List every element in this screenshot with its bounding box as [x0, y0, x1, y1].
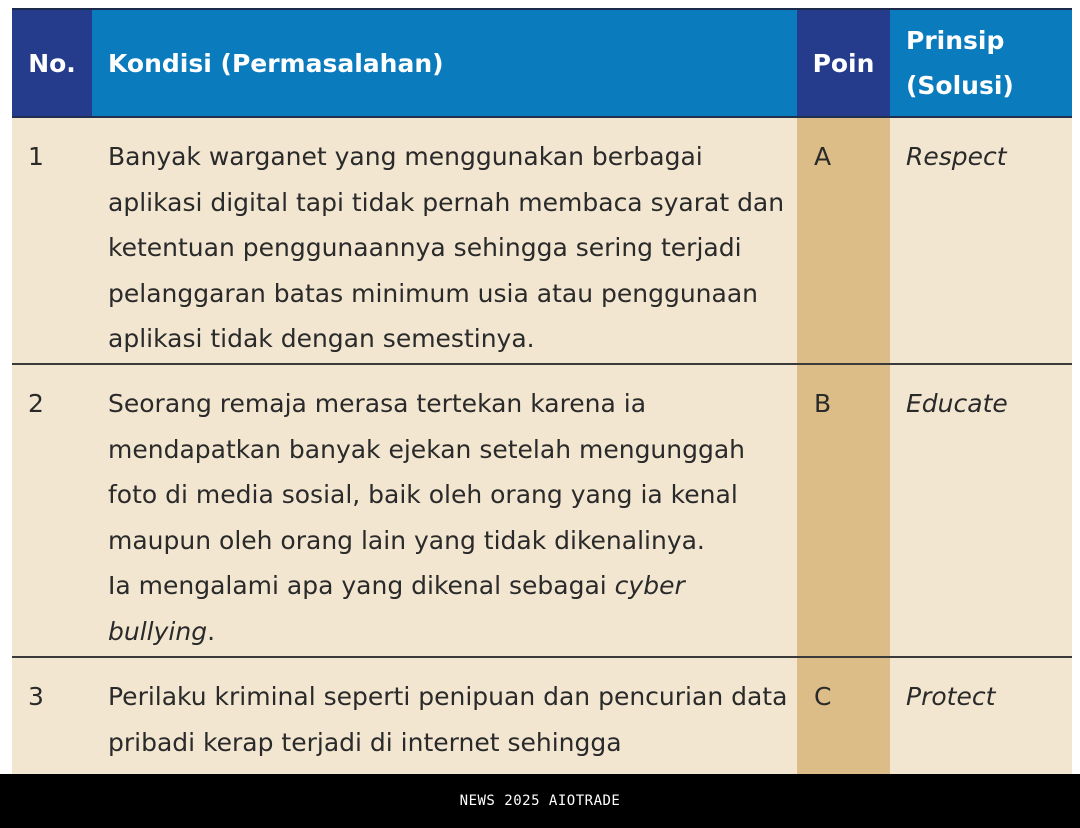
row-prinsip: Educate: [906, 389, 1008, 418]
table-row: [12, 658, 1072, 774]
header-prinsip-line2: (Solusi): [906, 71, 1014, 100]
table-header-row: [12, 10, 1072, 118]
header-no: No.: [12, 10, 92, 116]
row-kondisi-italic: cyber bullying: [108, 571, 685, 646]
row-kondisi-end: .: [207, 616, 216, 646]
row-number: 1: [28, 142, 44, 171]
table-row: [12, 365, 1072, 658]
row-prinsip: Protect: [906, 682, 996, 711]
row-prinsip: Respect: [906, 142, 1007, 171]
row-poin: A: [797, 118, 890, 363]
row-kondisi: Banyak warganet yang menggunakan berbagai aplikasi digital tapi tidak pernah membaca syarat dan ketentuan penggunaannya sehingga sering terjadi pelanggaran batas minimum usia atau penggunaan aplikasi tidak dengan semestinya.: [108, 142, 785, 354]
row-poin: B: [797, 365, 890, 656]
footer-text: NEWS 2025 AIOTRADE: [459, 793, 621, 809]
row-kondisi-text: Seorang remaja merasa tertekan karena ia mendapatkan banyak ejekan setelah mengunggah foto di media sosial, baik oleh orang yang ia kenal maupun oleh orang lain yang tidak dikenalinya.: [108, 389, 746, 555]
row-kondisi: [92, 365, 797, 656]
row-number: 3: [28, 682, 44, 711]
header-prinsip-label: [906, 18, 1014, 108]
header-poin: Poin: [797, 10, 890, 116]
header-prinsip-line1: Prinsip: [906, 26, 1005, 55]
table-row: [12, 118, 1072, 365]
header-prinsip: [890, 10, 1072, 116]
row-poin: C: [797, 658, 890, 774]
header-kondisi: Kondisi (Permasalahan): [92, 10, 797, 116]
row-number: 2: [28, 389, 44, 418]
footer-bar: [0, 774, 1080, 828]
principles-table: [12, 8, 1072, 774]
row-kondisi-text-2: Ia mengalami apa yang dikenal sebagai: [108, 571, 615, 601]
row-kondisi: Perilaku kriminal seperti penipuan dan pencurian data pribadi kerap terjadi di internet sehingga: [108, 682, 788, 757]
